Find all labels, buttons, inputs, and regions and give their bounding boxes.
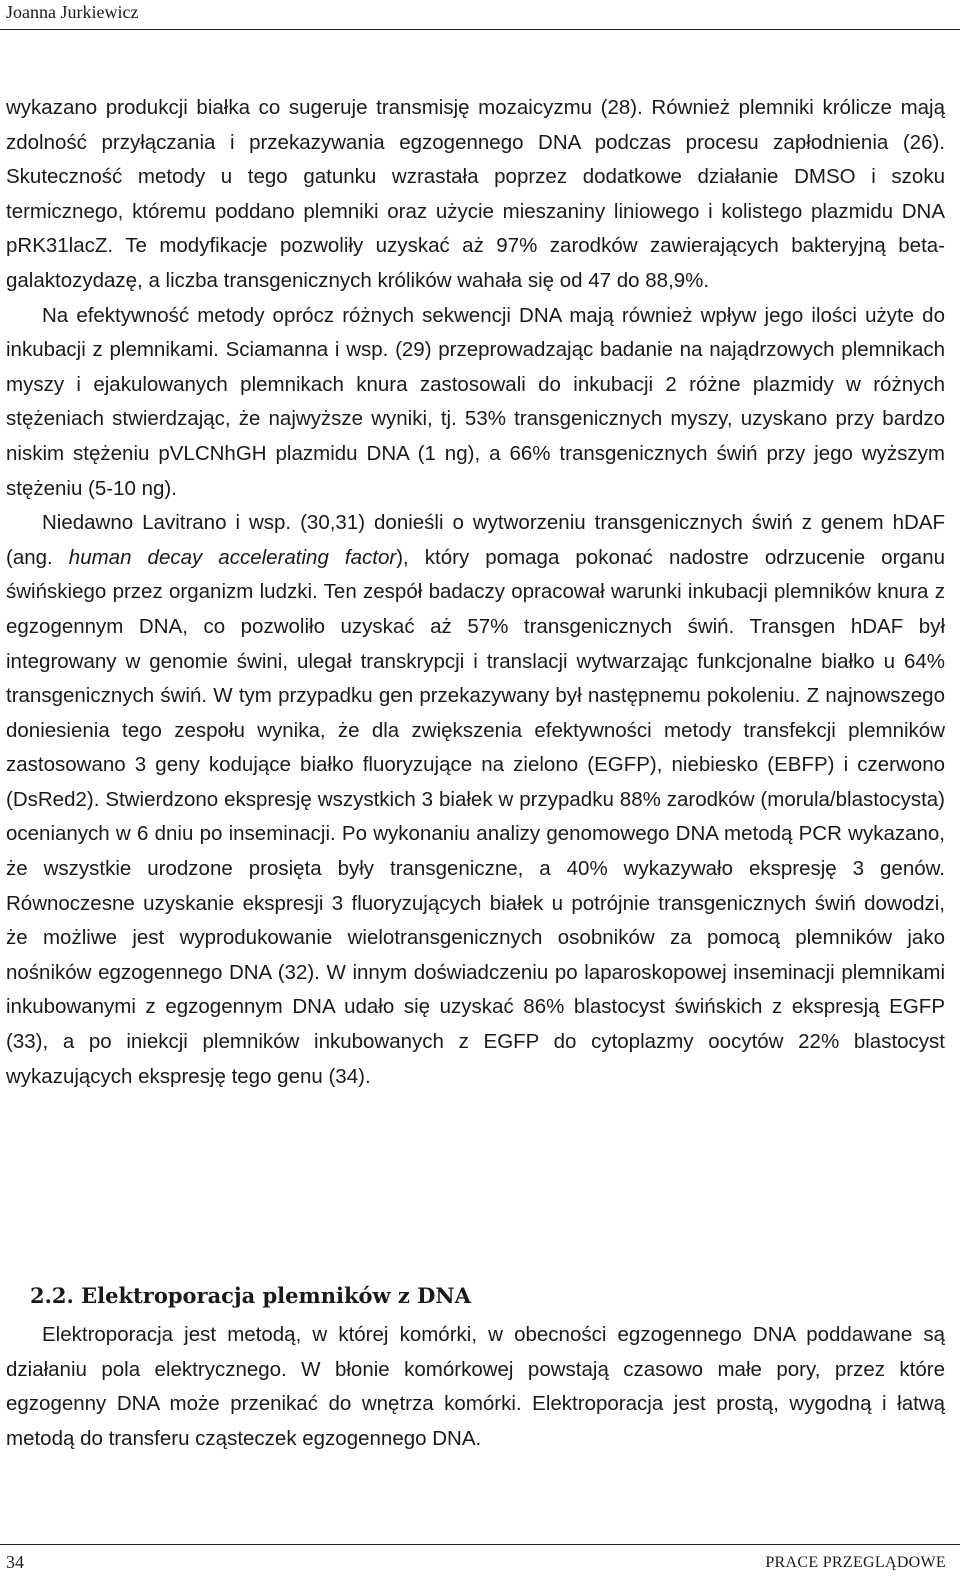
paragraph-2: Na efektywność metody oprócz różnych sekwencji DNA mają również wpływ jego ilości użyte do inkubacji z plemnikami. Sciamanna i wsp. (29) przeprowadzając badanie na najądrzowych plemnikach myszy i ejakulowanych plemnikach knura zastosowali do inkubacji 2 różne plazmidy w różnych stężeniach stwierdzając, że najwyższe wyniki, tj. 53% transgenicznych myszy, uzyskano przy bardzo niskim stężeniu pVLCNhGH plazmidu DNA (1 ng), a 66% transgenicznych świń przy jego wyższym stężeniu (5-10 ng). bbox=[6, 303, 945, 500]
section-body bbox=[6, 1318, 945, 1456]
paragraph-1: wykazano produkcji białka co sugeruje transmisję mozaicyzmu (28). Również plemniki królicze mają zdolność przyłączania i przekazywania egzogennego DNA podczas procesu zapłodnienia (26). Skuteczność metody u tego gatunku wzrastała poprzez dodatkowe działanie DMSO i szoku termicznego, któremu poddano plemniki oraz użycie mieszaniny liniowego i kolistego plazmidu DNA pRK31lacZ. Te modyfikacje pozwoliły uzyskać aż 97% zarodków zawierających bakteryjną beta-galaktozydazę, a liczba transgenicznych królików wahała się od 47 do 88,9%. bbox=[6, 96, 945, 292]
section-heading: 2.2. Elektroporacja plemników z DNA bbox=[30, 1283, 471, 1308]
body-text bbox=[6, 91, 945, 1094]
journal-name: PRACE PRZEGLĄDOWE bbox=[765, 1554, 946, 1571]
paragraph-3-italic-term: human decay accelerating factor bbox=[68, 545, 397, 569]
running-head-author: Joanna Jurkiewicz bbox=[0, 2, 960, 30]
paragraph-3-end: ), który pomaga pokonać nadostre odrzucenie organu świńskiego przez organizm ludzki. Ten zespół badaczy opracował warunki inkubacji plemników knura z egzogennym DNA, co pozwoliło uzyskać aż 57% transgenicznych świń. Transgen hDAF był integrowany w genomie świni, ulegał transkrypcji i translacji wytwarzając funkcjonalne białko u 64% transgenicznych świń. W tym przypadku gen przekazywany był następnemu pokoleniu. Z najnowszego doniesienia tego zespołu wynika, że dla zwiększenia efektywności metody transfekcji plemników zastosowano 3 geny kodujące białko fluoryzujące na zielono (EGFP), niebiesko (EBFP) i czerwono (DsRed2). Stwierdzono ekspresję wszystkich 3 białek w przypadku 88% zarodków (morula/blastocysta) ocenianych w 6 dniu po inseminacji. Po wykonaniu analizy genomowego DNA metodą PCR wykazano, że wszystkie urodzone prosięta były transgeniczne, a 40% wykazywało ekspresję 3 genów. Równoczesne uzyskanie ekspresji 3 fluoryzujących białek u potrójnie transgenicznych świń dowodzi, że możliwe jest wyprodukowanie wielotransgenicznych osobników za pomocą plemników jako nośników egzogennego DNA (32). W innym doświadczeniu po laparoskopowej inseminacji plemnikami inkubowanymi z egzogennym DNA udało się uzyskać 86% blastocyst świńskich z ekspresją EGFP (33), a po iniekcji plemników inkubowanych z EGFP do cytoplazmy oocytów 22% blastocyst wykazujących ekspresję tego genu (34). bbox=[6, 545, 946, 1088]
paragraph-3 bbox=[6, 506, 945, 1094]
page-number: 34 bbox=[6, 1552, 24, 1572]
footer-rule bbox=[0, 1544, 960, 1545]
paragraph-3-start: Niedawno Lavitrano i wsp. (30,31) donieśli o wytworzeniu transgenicznych świń z genem hDAF (ang. bbox=[6, 511, 945, 569]
section-paragraph: Elektroporacja jest metodą, w której komórki, w obecności egzogennego DNA poddawane są działaniu pola elektrycznego. W błonie komórkowej powstają czasowo małe pory, przez które egzogenny DNA może przenikać do wnętrza komórki. Elektroporacja jest prostą, wygodną i łatwą metodą do transferu cząsteczek egzogennego DNA. bbox=[6, 1323, 945, 1450]
